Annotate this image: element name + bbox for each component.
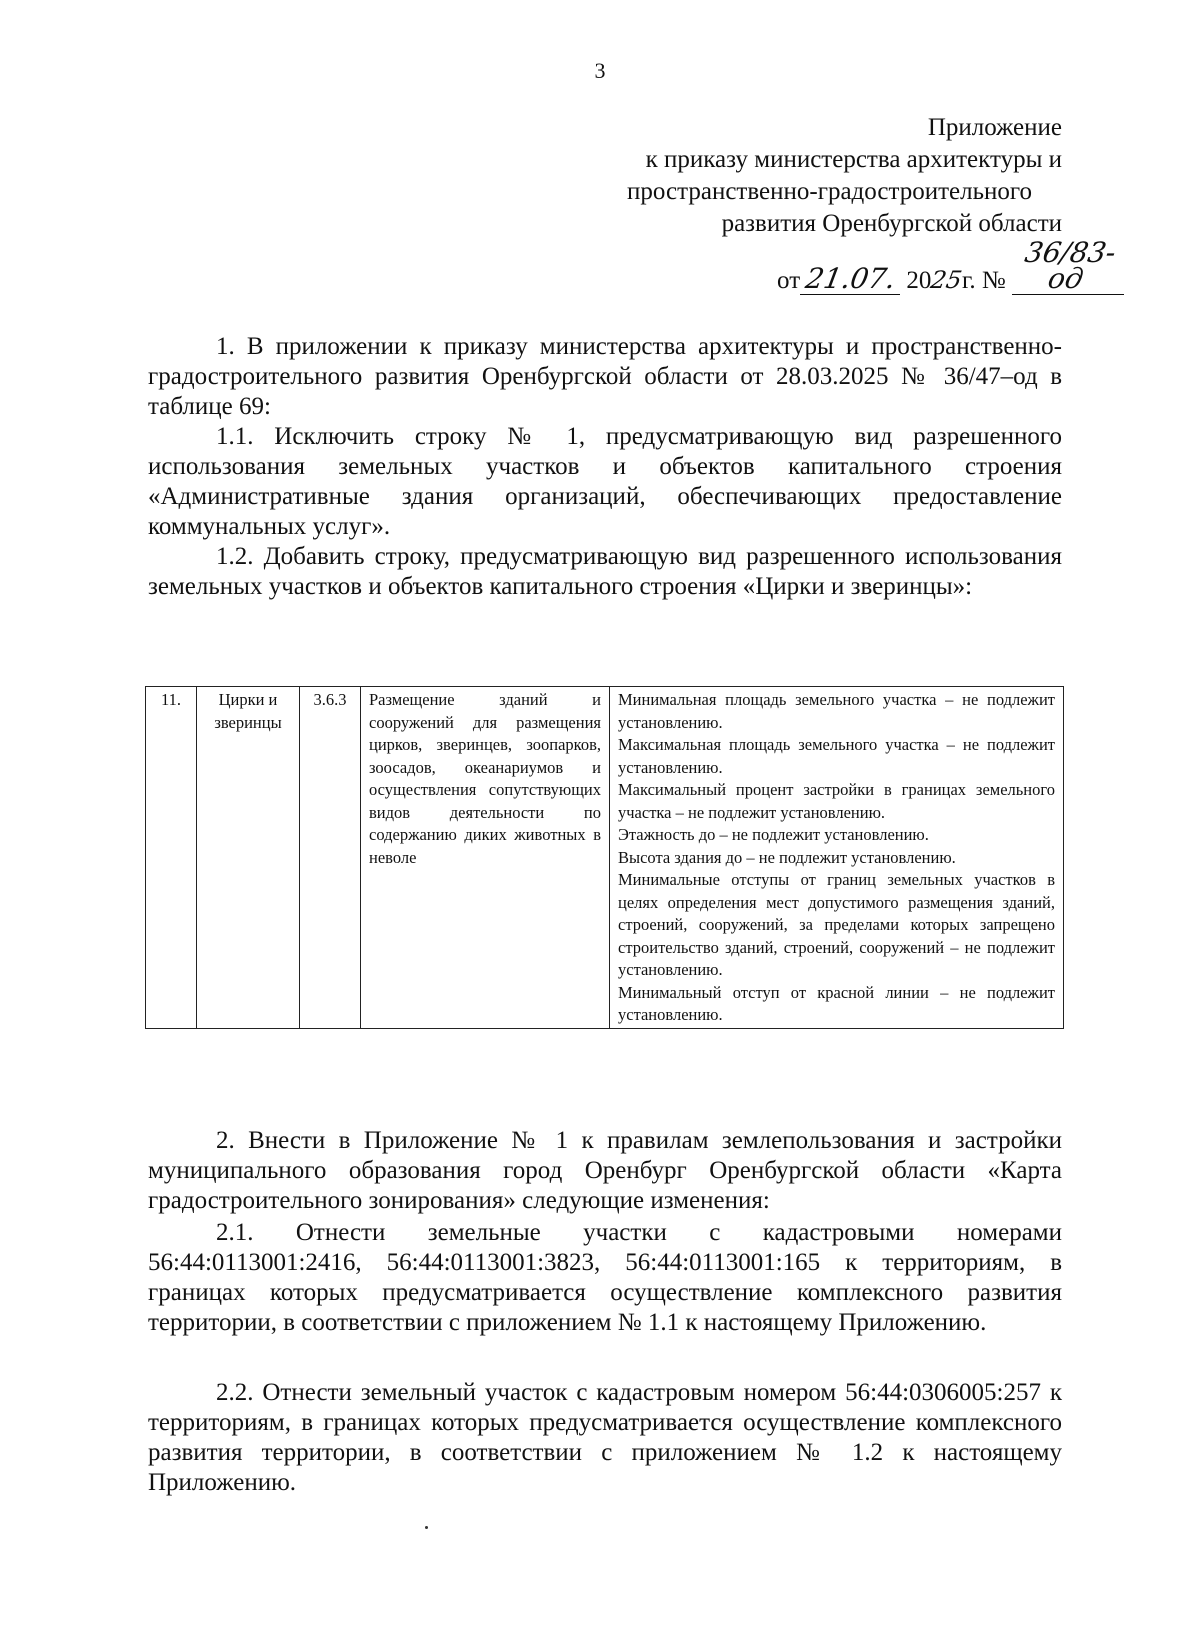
page-number: 3	[594, 58, 606, 83]
date-prefix: от	[777, 267, 801, 294]
use-name-cell: Цирки и зверинцы	[197, 687, 300, 1029]
handwritten-order-number: 36/83-од	[1012, 240, 1124, 295]
param-boundary-setbacks: Минимальные отступы от границ земельных участков в целях определения мест допустимого размещения зданий, строений, сооружений, за пределами которых запрещено строительство зданий, строений, сооружений – не подлежит установлению.	[618, 870, 1055, 979]
appendix-line-2: к приказу министерства архитектуры и	[645, 146, 1062, 173]
param-max-built-percent: Максимальный процент застройки в границах земельного участка – не подлежит установлению.	[618, 780, 1055, 822]
year-prefix: 20	[906, 267, 932, 294]
param-height: Высота здания до – не подлежит установлению.	[618, 847, 956, 867]
param-floors: Этажность до – не подлежит установлению.	[618, 825, 929, 844]
appendix-header	[627, 112, 1119, 295]
table-row	[146, 687, 1064, 1029]
appendix-line-3: пространственно-градостроительного	[627, 178, 1032, 205]
scan-speck	[425, 1526, 428, 1529]
appendix-line-4: развития Оренбургской области	[721, 210, 1062, 237]
paragraph-2: 2. Внести в Приложение № 1 к правилам землепользования и застройки муниципального образования город Оренбург Оренбургской области «Карта градостроительного зонирования» следующие изменения:	[148, 1127, 1062, 1214]
param-min-area: Минимальная площадь земельного участка – не подлежит установлению.	[618, 690, 1055, 732]
year-suffix: г. №	[961, 267, 1006, 294]
land-use-table	[145, 686, 1064, 1029]
handwritten-year: 25	[928, 266, 965, 294]
appendix-title: Приложение	[927, 114, 1062, 141]
paragraph-2-2: 2.2. Отнести земельный участок с кадастровым номером 56:44:0306005:257 к территориям, в границах которых предусматривается осуществление комплексного развития территории, в соответствии с приложением № 1.2 к настоящему Приложению.	[148, 1379, 1062, 1496]
row-number-cell: 11.	[146, 687, 197, 1029]
handwritten-date: 21.07.	[800, 266, 900, 295]
paragraph-2-1: 2.1. Отнести земельные участки с кадастровыми номерами 56:44:0113001:2416, 56:44:0113001:3823, 56:44:0113001:165 к территориям, в границах которых предусматривается осуществление комплексного развития территории, в соответствии с приложением № 1.1 к настоящему Приложению.	[148, 1219, 1062, 1336]
use-code-cell: 3.6.3	[300, 687, 361, 1029]
paragraph-1: 1. В приложении к приказу министерства архитектуры и пространственно-градостроительного развития Оренбургской области от 28.03.2025 № 36/47–од в таблице 69:	[148, 333, 1062, 420]
order-date-line	[627, 236, 1124, 295]
param-max-area: Максимальная площадь земельного участка – не подлежит установлению.	[618, 735, 1055, 777]
paragraph-1-2: 1.2. Добавить строку, предусматривающую вид разрешенного использования земельных участков и объектов капитального строения «Цирки и зверинцы»:	[148, 543, 1062, 600]
paragraph-1-1: 1.1. Исключить строку № 1, предусматривающую вид разрешенного использования земельных участков и объектов капитального строения «Административные здания организаций, обеспечивающих предоставление коммунальных услуг».	[148, 423, 1062, 540]
description-cell: Размещение зданий и сооружений для размещения цирков, зверинцев, зоопарков, зоосадов, океанариумов и осуществления сопутствующих видов деятельности по содержанию диких животных в неволе	[361, 687, 610, 1029]
param-red-line-setback: Минимальный отступ от красной линии – не подлежит установлению.	[618, 982, 1055, 1024]
parameters-cell	[610, 687, 1064, 1029]
